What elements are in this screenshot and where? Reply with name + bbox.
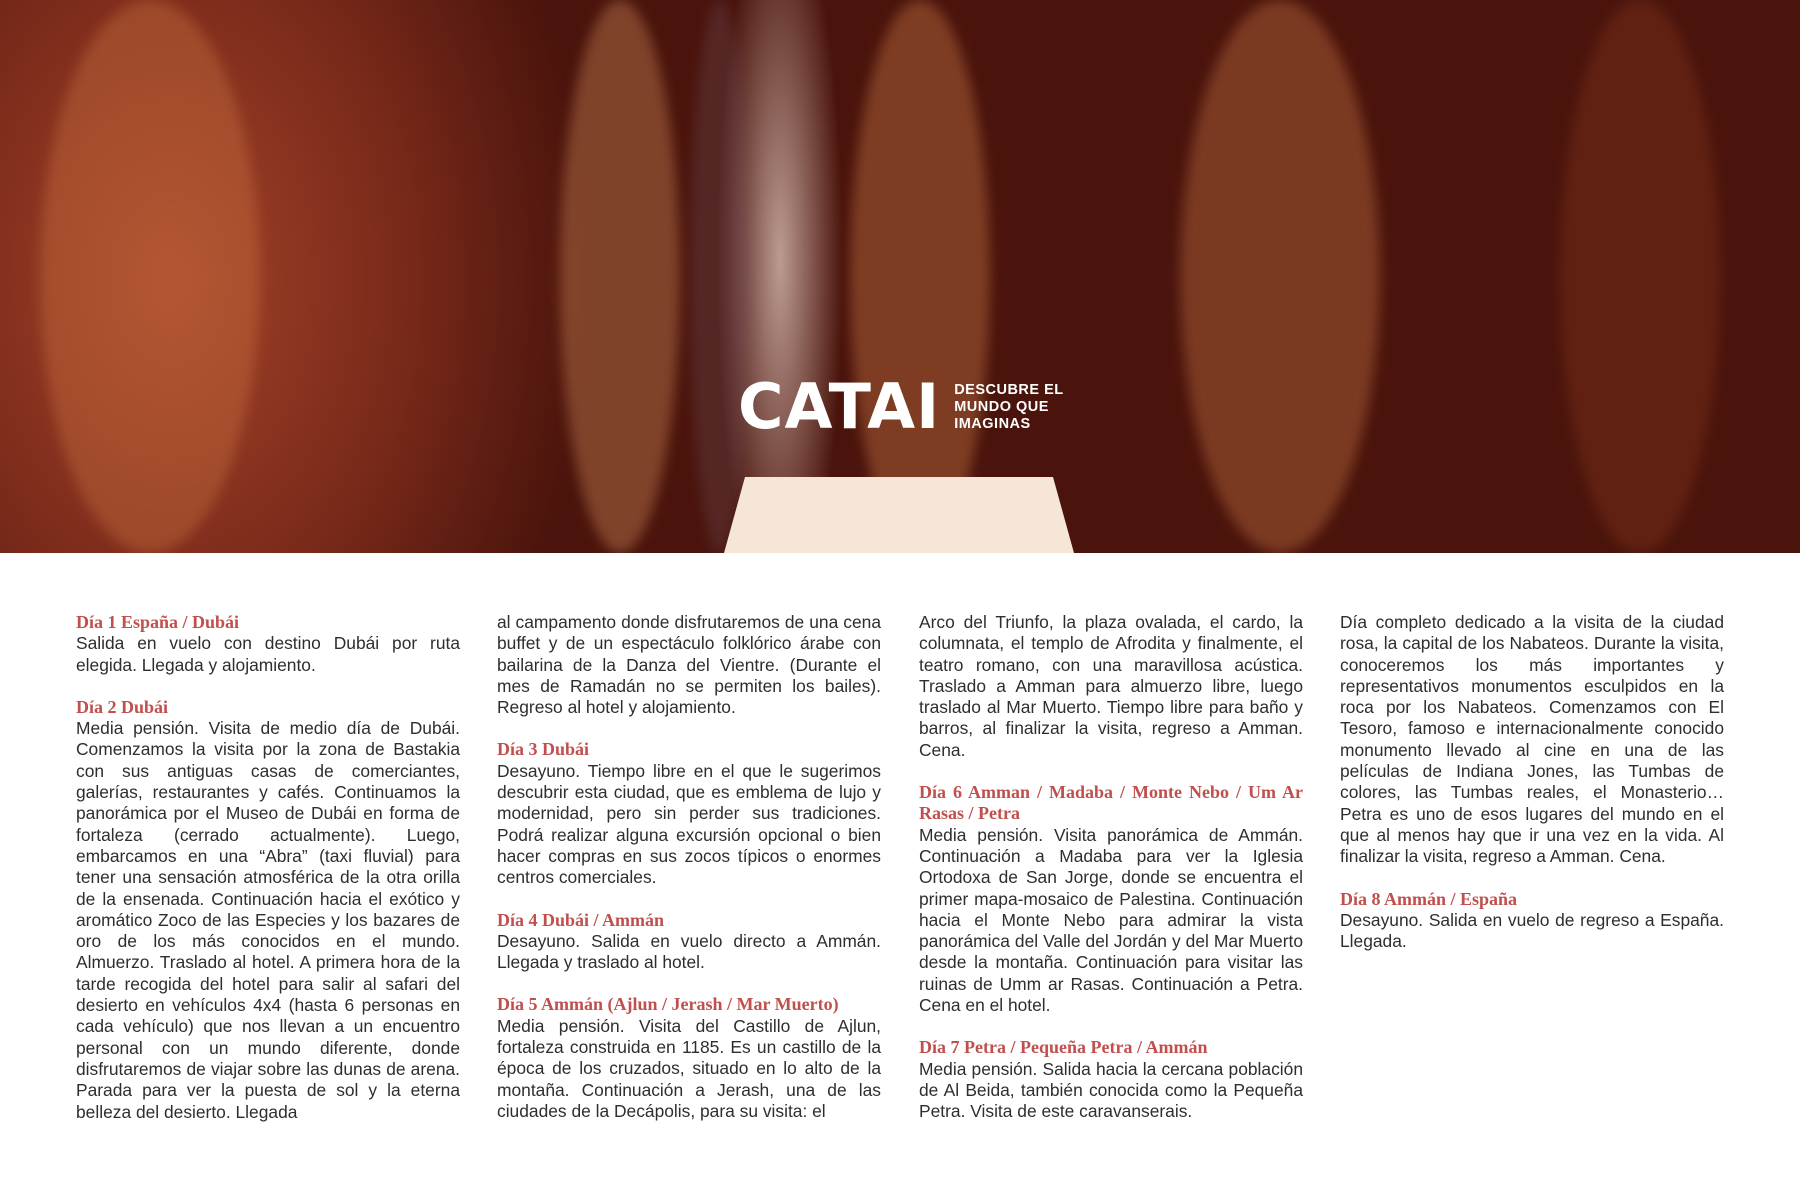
- day-title: Día 8 Ammán / España: [1340, 888, 1518, 909]
- day-description-continued: Arco del Triunfo, la plaza ovalada, el cardo, la columnata, el templo de Afrodita y finalmente, el teatro romano, con una maravillosa acústica. Traslado a Amman para almuerzo libre, luego traslado al Mar Muerto. Tiempo libre para baño y barros, al finalizar la visita, regreso a Amman. Cena.: [919, 612, 1303, 760]
- day-description: Media pensión. Visita del Castillo de Ajlun, fortaleza construida en 1185. Es un castillo de la época de los cruzados, situado en lo alto de la montaña. Continuación a Jerash, una de las ciudades de la Decápolis, para su visita: el: [497, 1015, 881, 1121]
- day-title: Día 1 España / Dubái: [76, 612, 240, 632]
- day-description: Desayuno. Tiempo libre en el que le sugerimos descubrir esta ciudad, que es emblema de lujo y modernidad, pero sin perder sus tradiciones. Podrá realizar alguna excursión opcional o bien hacer compras en sus zocos típicos o enormes centros comerciales.: [497, 760, 881, 888]
- brand-tagline-line: DESCUBRE EL: [954, 381, 1064, 398]
- decorative-tab-shape: [724, 477, 1074, 553]
- itinerary-column-4: [1340, 612, 1724, 952]
- itinerary-column-2: [497, 612, 881, 1122]
- day-title: Día 3 Dubái: [497, 739, 590, 760]
- catai-logo: [738, 372, 1064, 442]
- day-description: Media pensión. Visita de medio día de Dubái. Comenzamos la visita por la zona de Bastakia con sus antiguas casas de comerciantes, galerías, restaurantes y cafés. Continuamos la panorámica por el Museo de Dubái en forma de fortaleza (cerrado actualmente). Luego, embarcamos en una “Abra” (taxi fluvial) para tener una sensación atmosférica de la otra orilla de la ensenada. Continuación hacia el exótico y aromático Zoco de las Especies y los bazares de oro de los más conocidos en el mundo. Almuerzo. Traslado al hotel. A primera hora de la tarde recogida del hotel para salir al safari del desierto en vehículos 4x4 (hasta 6 personas en cada vehículo) que nos llevan a un encuentro personal con un mundo diferente, donde disfrutaremos de viajar sobre las dunas de arena. Parada para ver la puesta de sol y la eterna belleza del desierto. Llegada: [76, 718, 460, 1122]
- day-title: Día 2 Dubái: [76, 696, 169, 717]
- day-title: Día 7 Petra / Pequeña Petra / Ammán: [919, 1037, 1208, 1058]
- brand-tagline-line: IMAGINAS: [954, 415, 1031, 432]
- brand-tagline-line: MUNDO QUE: [954, 398, 1049, 415]
- day-description: Media pensión. Visita panorámica de Ammán. Continuación a Madaba para ver la Iglesia Ortodoxa de San Jorge, donde se encuentra el primer mapa-mosaico de Palestina. Continuación hacia el Monte Nebo para admirar la vista panorámica del Valle del Jordán y del Mar Muerto desde la montaña. Continuación para visitar las ruinas de Umm ar Rasas. Continuación a Petra. Cena en el hotel.: [919, 824, 1303, 1016]
- day-description-continued: al campamento donde disfrutaremos de una cena buffet y de un espectáculo folklórico árabe con bailarina de la Danza del Vientre. (Durante el mes de Ramadán no se permiten los bailes). Regreso al hotel y alojamiento.: [497, 612, 881, 718]
- day-description: Media pensión. Salida hacia la cercana población de Al Beida, también conocida como la Pequeña Petra. Visita de este caravanserais.: [919, 1058, 1303, 1122]
- day-description: Salida en vuelo con destino Dubái por ruta elegida. Llegada y alojamiento.: [76, 633, 460, 675]
- day-title: Día 6 Amman / Madaba / Monte Nebo / Um Ar Rasas / Petra: [919, 782, 1303, 824]
- brand-tagline: [954, 382, 1063, 433]
- day-description: Desayuno. Salida en vuelo de regreso a España. Llegada.: [1340, 909, 1724, 952]
- day-title: Día 5 Ammán (Ajlun / Jerash / Mar Muerto): [497, 994, 839, 1015]
- day-description: Desayuno. Salida en vuelo directo a Ammán. Llegada y traslado al hotel.: [497, 930, 881, 973]
- itinerary-column-3: [919, 612, 1303, 1123]
- brand-name: CATAI: [738, 370, 941, 443]
- hero-photo-siq-canyon: [0, 0, 1800, 553]
- day-description-continued: Día completo dedicado a la visita de la ciudad rosa, la capital de los Nabateos. Durante la visita, conoceremos los más importantes y representativos monumentos esculpidos en la roca por los Nabateos. Comenzamos con El Tesoro, famoso e internacionalmente conocido monumento llevado al cine en una de las películas de Indiana Jones, las Tumbas de colores, las Tumbas reales, el Monasterio… Petra es uno de esos lugares del mundo en el que al menos hay que ir una vez en la vida. Al finalizar la visita, regreso a Amman. Cena.: [1340, 612, 1724, 867]
- itinerary-column-1: [76, 612, 460, 1123]
- day-title: Día 4 Dubái / Ammán: [497, 909, 665, 930]
